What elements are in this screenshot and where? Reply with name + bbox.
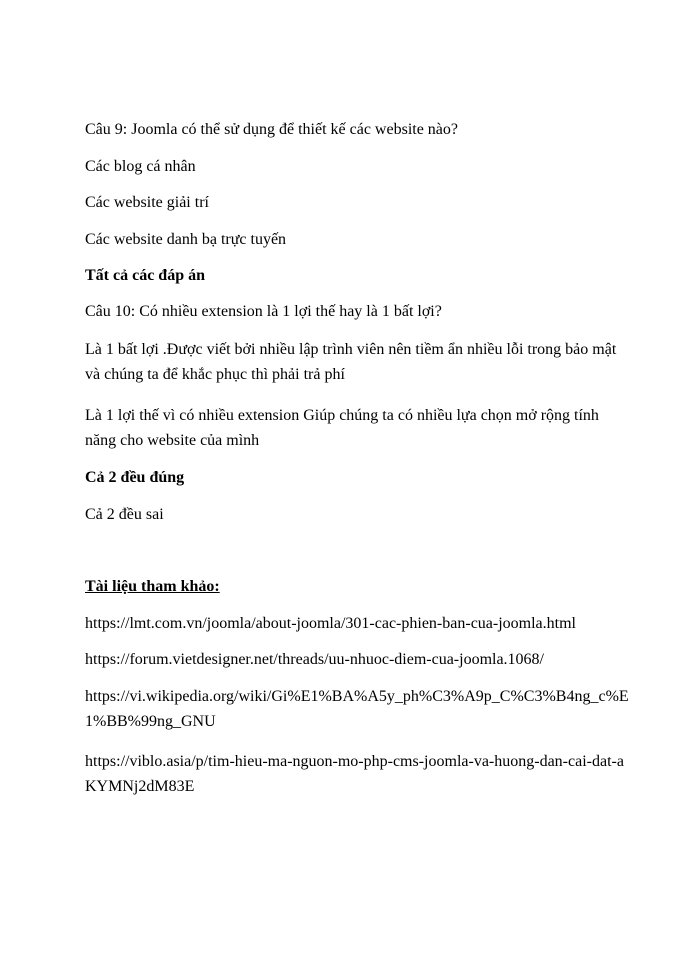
reference-link: https://vi.wikipedia.org/wiki/Gi%E1%BA%A5y_ph%C3%A9p_C%C3%B4ng_c%E1%BB%99ng_GNU <box>85 688 629 730</box>
question-10-option: Cả 2 đều sai <box>85 506 164 523</box>
reference-link: https://lmt.com.vn/joomla/about-joomla/301-cac-phien-ban-cua-joomla.html <box>85 615 576 632</box>
question-9-correct-option: Tất cả các đáp án <box>85 267 205 284</box>
question-9-option: Các blog cá nhân <box>85 158 196 175</box>
question-9-text: Câu 9: Joomla có thể sử dụng để thiết kế các website nào? <box>85 121 459 138</box>
question-10-option: Là 1 lợi thế vì có nhiều extension Giúp chúng ta có nhiều lựa chọn mở rộng tính năng cho website của mình <box>85 407 599 449</box>
question-9-option: Các website giải trí <box>85 194 209 211</box>
reference-link: https://forum.vietdesigner.net/threads/uu-nhuoc-diem-cua-joomla.1068/ <box>85 651 544 668</box>
reference-link: https://viblo.asia/p/tim-hieu-ma-nguon-mo-php-cms-joomla-va-huong-dan-cai-dat-aKYMNj2dM83E <box>85 753 624 795</box>
question-10-correct-option: Cả 2 đều đúng <box>85 469 185 486</box>
question-10-text: Câu 10: Có nhiều extension là 1 lợi thế hay là 1 bất lợi? <box>85 303 442 320</box>
references-heading: Tài liệu tham khảo: <box>85 578 220 595</box>
question-10-option: Là 1 bất lợi .Được viết bởi nhiều lập trình viên nên tiềm ẩn nhiều lỗi trong bảo mật và chúng ta để khắc phục thì phải trả phí <box>85 341 617 383</box>
question-9-option: Các website danh bạ trực tuyến <box>85 231 287 248</box>
